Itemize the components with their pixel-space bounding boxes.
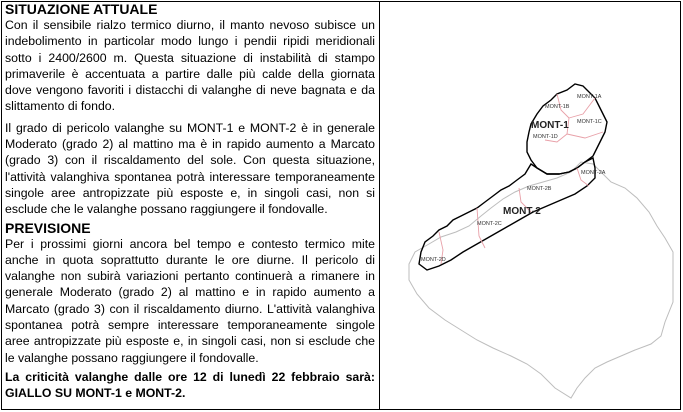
situazione-heading: SITUAZIONE ATTUALE [5, 1, 158, 17]
previsione-paragraph: Per i prossimi giorni ancora bel tempo e contesto termico mite anche in quota soprattutto durante le ore diurne. Il pericolo di valanghe non subirà variazioni pertanto continuerà a rimanere in generale Moderato (grado 2) al mattino e in rapido aumento a Marcato (grado 3) con il riscaldamento diurno. L'attività valanghiva spontanea potrà sempre interessare temporaneamente singole aree antropizzate più esposte e, in singoli casi, non si esclude che le valanghe possano raggiungere il fondovalle. [5, 236, 375, 365]
label-mont1: MONT-1 [531, 120, 569, 131]
label-mont2d: MONT-2D [421, 257, 446, 263]
bulletin-text-column [5, 1, 375, 401]
criticita-statement: La criticità valanghe dalle ore 12 di lunedì 22 febbraio sarà: GIALLO SU MONT-1 e MONT-2. [5, 369, 375, 400]
zone-map-svg [381, 2, 679, 408]
label-mont2: MONT-2 [503, 206, 541, 217]
column-divider [379, 1, 380, 410]
situazione-paragraph-2: Il grado di pericolo valanghe su MONT-1 e MONT-2 è in generale Moderato (grado 2) al mattino ma è in rapido aumento a Marcato (grado 3) con il riscaldamento del sole. Con questa situazione, l'attività valanghiva spontanea potrà interessare temporaneamente singole aree antropizzate più esposte e, in singoli casi, non si esclude che le valanghe possano raggiungere il fondovalle. [5, 120, 375, 217]
previsione-heading: PREVISIONE [5, 219, 91, 236]
label-mont1d: MONT-1D [533, 134, 558, 140]
label-mont2a: MONT-2A [581, 170, 606, 176]
label-mont1b: MONT-1B [545, 104, 570, 110]
label-mont2b: MONT-2B [527, 186, 552, 192]
label-mont2c: MONT-2C [477, 221, 502, 227]
situazione-paragraph-1: Con il sensibile rialzo termico diurno, il manto nevoso subisce un indebolimento in particolar modo lungo i pendii ripidi meridionali sotto i 2400/2600 m. Questa situazione di instabilità di stampo primaverile è accentuata a partire dalle più calde della giornata dove vengono favoriti i distacchi di valanghe di neve bagnata e da slittamento di fondo. [5, 18, 375, 114]
label-mont1a: MONT-1A [577, 94, 602, 100]
label-mont1c: MONT-1C [577, 119, 602, 125]
zone-map [381, 2, 679, 408]
region-outline [409, 162, 673, 398]
